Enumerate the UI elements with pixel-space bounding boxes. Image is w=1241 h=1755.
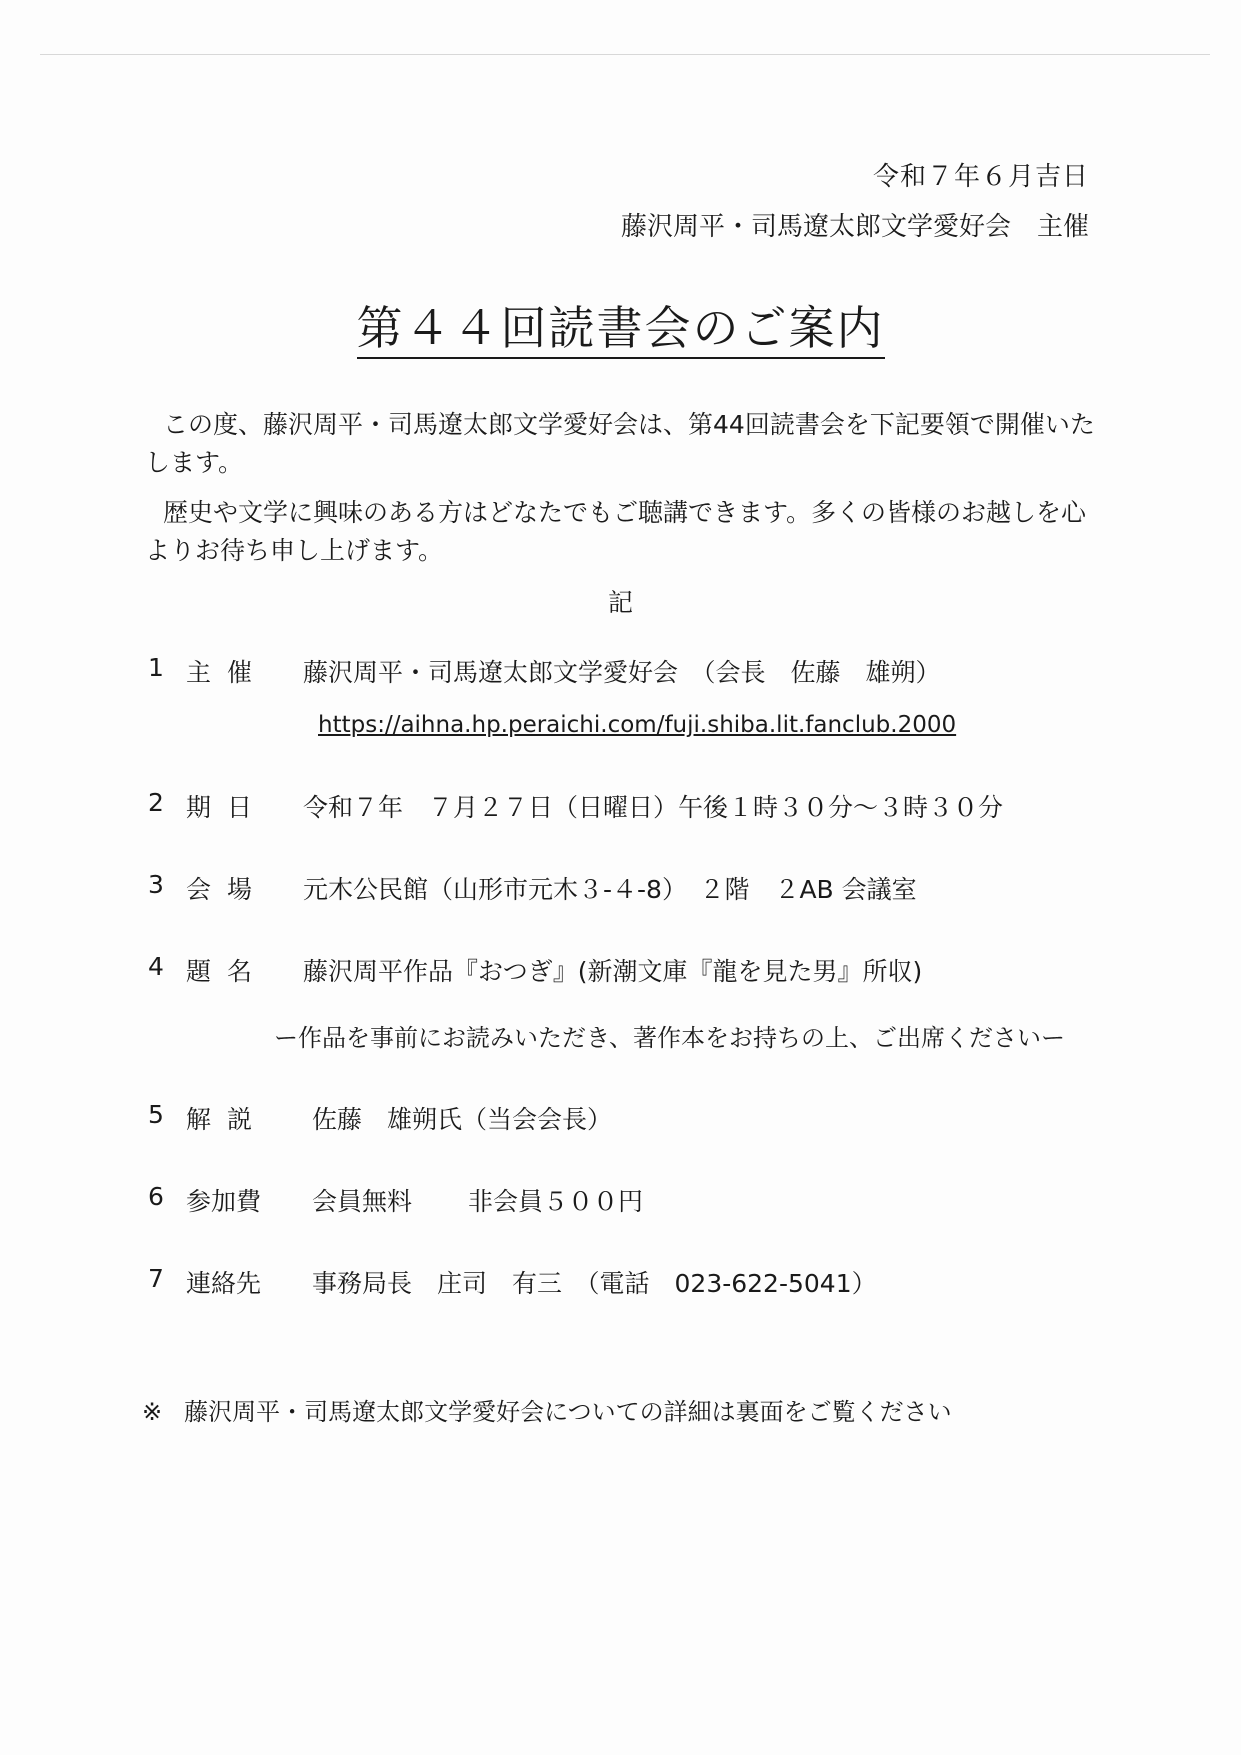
member-fee: 会員無料 [312,1187,413,1216]
footnote [142,1392,952,1427]
item-label: 主催 [186,658,269,687]
item-label: 参加費 [186,1187,262,1216]
ki-heading: 記 [607,588,633,617]
item-label: 解説 [186,1105,269,1134]
item-value: 藤沢周平・司馬遼太郎文学愛好会 （会長 佐藤 雄朔） [303,658,941,687]
organizer-line: 藤沢周平・司馬遼太郎文学愛好会 主催 [620,212,1089,242]
intro-paragraph-2: 歴史や文学に興味のある方はどなたでもご聴講できます。多くの皆様のお越しを心よりお待ち申し上げます。 [145,498,1087,565]
item-number: 2 [148,788,164,817]
item-label: 会場 [186,875,269,904]
item-label: 連絡先 [186,1269,262,1298]
item-value: 元木公民館（山形市元木３‐４‐8） ２階 ２AB 会議室 [303,875,917,904]
item-value: 佐藤 雄朔氏（当会会長） [312,1105,613,1134]
item-number: 3 [148,870,164,899]
intro-paragraph-1: この度、藤沢周平・司馬遼太郎文学愛好会は、第44回読書会を下記要領で開催いたします。 [145,410,1095,477]
document-title-text: 第４４回読書会のご案内 [357,301,885,359]
reference-mark: ※ [142,1398,163,1426]
item-label: 題名 [186,957,269,986]
issue-date: 令和７年６月吉日 [872,162,1089,192]
item-number: 4 [148,952,164,981]
non-member-fee: 非会員５００円 [468,1187,644,1216]
item-value: 令和７年 ７月２７日（日曜日）午後１時３０分～３時３０分 [303,793,1004,822]
item-label: 期日 [186,793,269,822]
scan-edge-line [40,54,1210,55]
item-value [312,1182,643,1218]
item-number: 5 [148,1100,164,1129]
item-number: 1 [148,653,164,682]
club-website-link[interactable]: https://aihna.hp.peraichi.com/fuji.shiba.lit.fanclub.2000 [318,712,957,738]
item-number: 7 [148,1264,164,1293]
item-number: 6 [148,1182,164,1211]
document-title [0,292,1241,358]
footnote-text: 藤沢周平・司馬遼太郎文学愛好会についての詳細は裏面をご覧ください [184,1398,952,1426]
item-value: 事務局長 庄司 有三 （電話 023‐622‐5041） [312,1269,877,1298]
item-value: 藤沢周平作品『おつぎ』(新潮文庫『龍を見た男』所収) [303,957,923,986]
reading-note: ー作品を事前にお読みいただき、著作本をお持ちの上、ご出席くださいー [274,1024,1066,1052]
